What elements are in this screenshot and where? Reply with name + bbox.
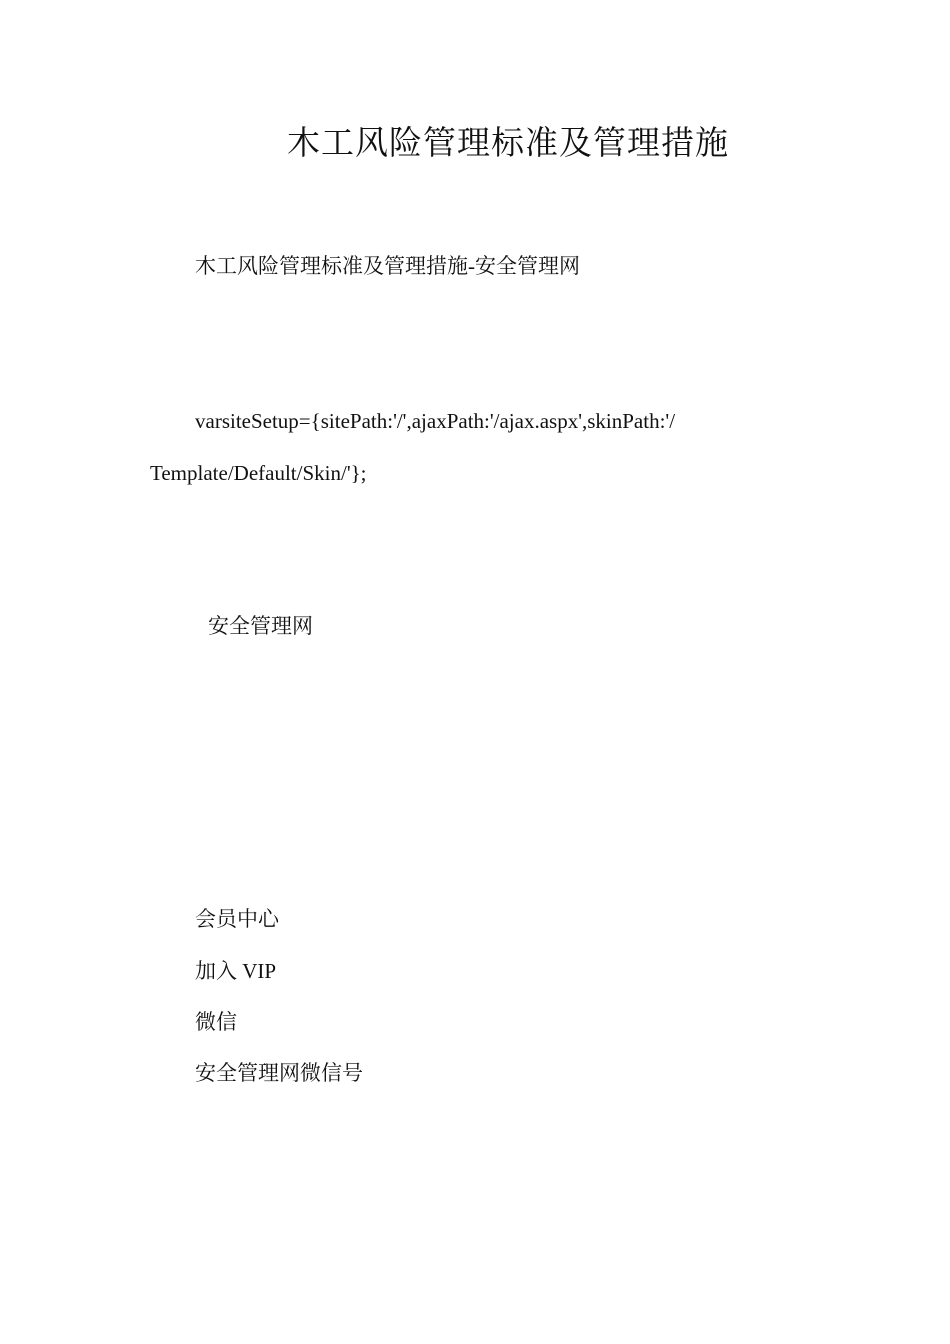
script-text-line-1: varsiteSetup={sitePath:'/',ajaxPath:'/ajax.aspx',skinPath:'/ <box>195 409 676 433</box>
document-subtitle: 木工风险管理标准及管理措施-安全管理网 <box>195 254 580 278</box>
site-name: 安全管理网 <box>208 614 313 638</box>
page-title: 木工风险管理标准及管理措施 <box>287 126 729 162</box>
script-text-line-2: Template/Default/Skin/'}; <box>150 461 367 485</box>
wechat-account-link[interactable]: 安全管理网微信号 <box>195 1061 363 1085</box>
join-vip-link[interactable]: 加入 VIP <box>195 959 277 983</box>
wechat-link[interactable]: 微信 <box>195 1010 237 1034</box>
member-center-link[interactable]: 会员中心 <box>195 907 279 931</box>
